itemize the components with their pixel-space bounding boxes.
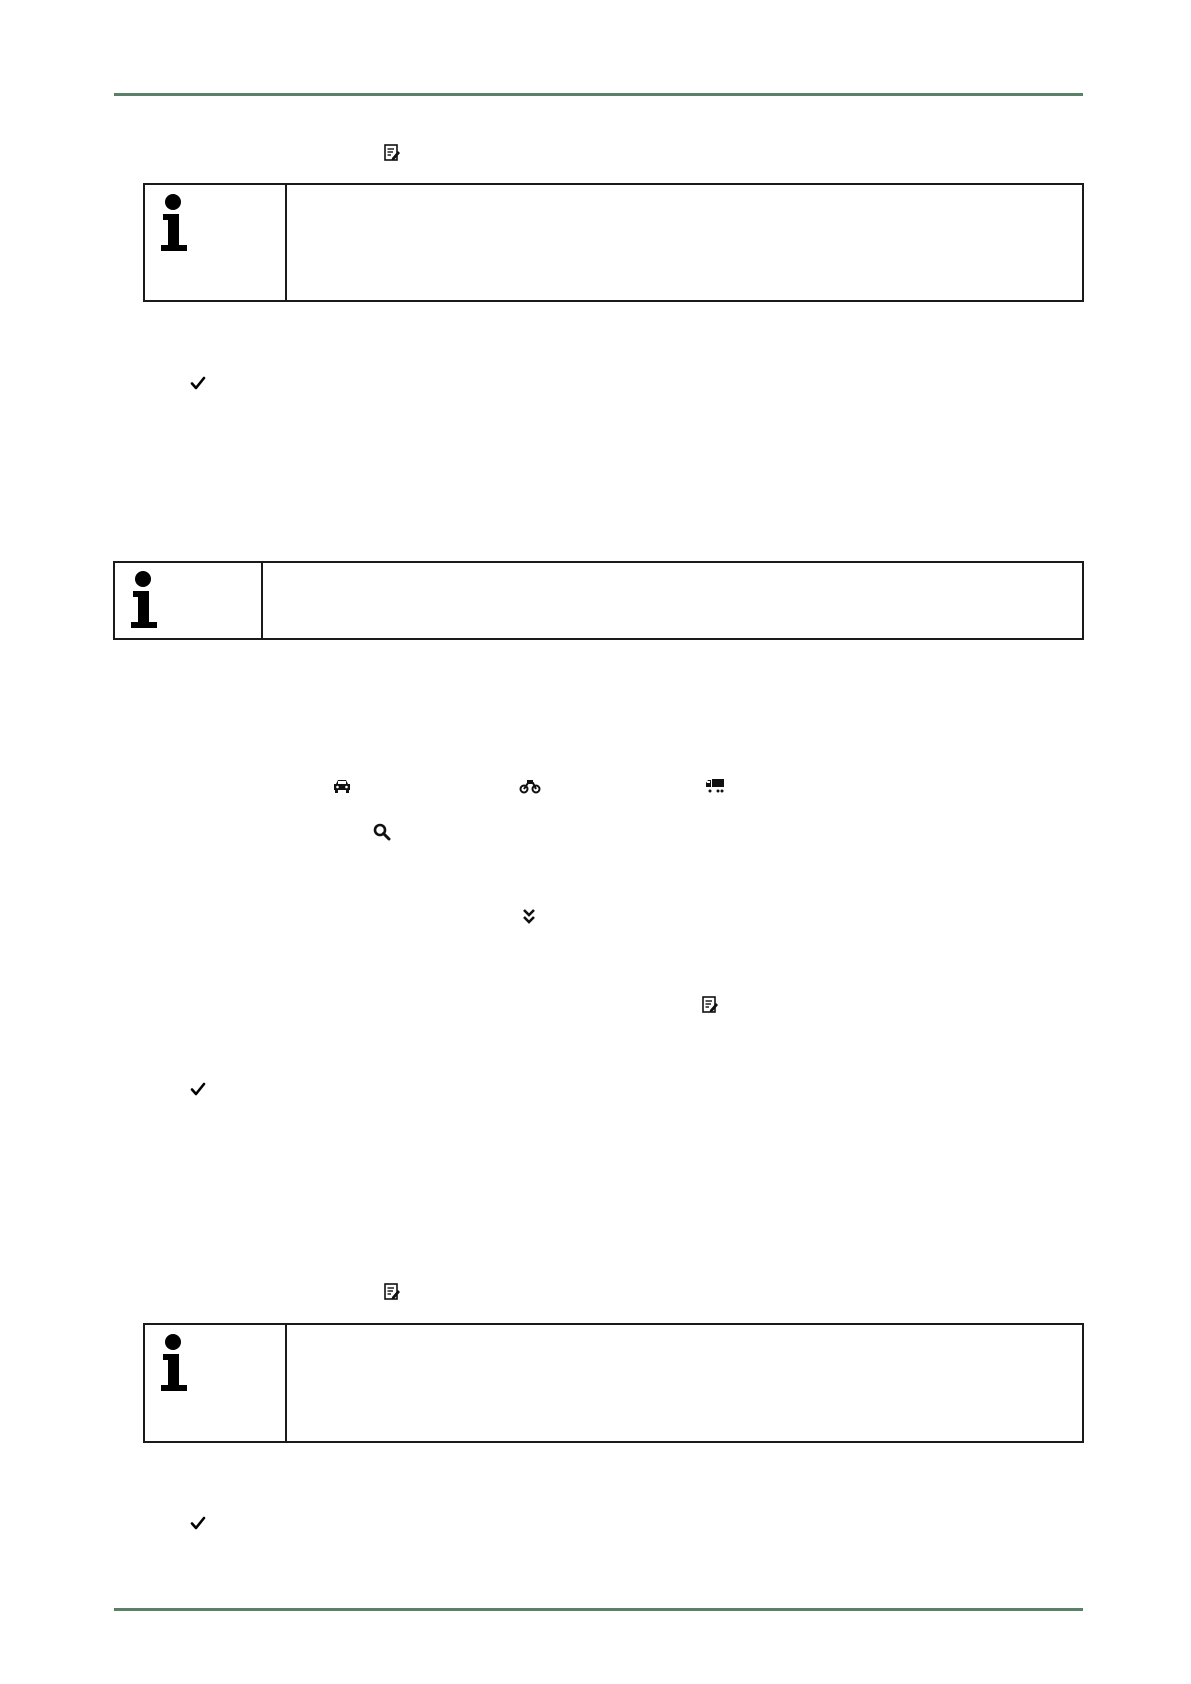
note-box xyxy=(143,183,1084,302)
footer-rule xyxy=(114,1608,1083,1611)
note-box xyxy=(143,1323,1084,1443)
search-icon xyxy=(373,823,391,841)
note-icon-cell xyxy=(115,563,263,638)
checkmark-icon xyxy=(190,1081,206,1097)
checkmark-icon xyxy=(190,1515,206,1531)
edit-icon xyxy=(383,144,401,162)
note-text xyxy=(287,1325,1082,1441)
note-icon-cell xyxy=(145,1325,287,1441)
edit-icon xyxy=(701,996,719,1014)
header-rule xyxy=(114,93,1083,96)
checkmark-icon xyxy=(190,375,206,391)
note-box xyxy=(113,561,1084,640)
info-icon xyxy=(127,570,163,632)
double-chevron-down-icon xyxy=(522,908,536,926)
truck-icon xyxy=(705,777,725,795)
info-icon xyxy=(157,1333,193,1395)
motorcycle-icon xyxy=(519,778,541,794)
car-icon xyxy=(332,778,352,794)
note-text xyxy=(263,563,1082,638)
edit-icon xyxy=(383,1283,401,1301)
info-icon xyxy=(157,193,193,255)
note-icon-cell xyxy=(145,185,287,300)
note-text xyxy=(287,185,1082,300)
